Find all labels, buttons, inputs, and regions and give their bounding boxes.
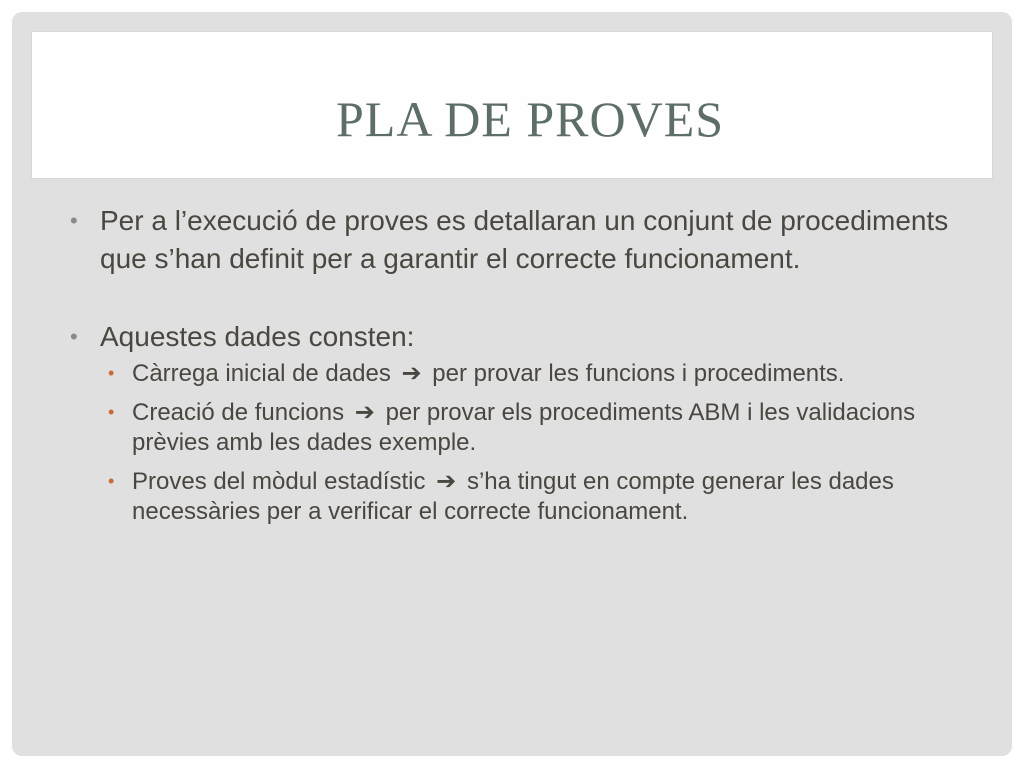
sub-bullet-rest: s’ha tingut en compte generar les dades necessàries per a verificar el correcte funcionament. [132, 468, 894, 525]
sub-bullet-rest: per provar els procediments ABM i les validacions prèvies amb les dades exemple. [132, 399, 916, 456]
sub-bullet-lead: Proves del mòdul estadístic [132, 468, 426, 495]
bullet-text: Aquestes dades consten: [100, 321, 415, 352]
bullet-dot-icon: • [70, 324, 78, 349]
sub-bullet-rest: per provar les funcions i procediments. [432, 360, 845, 387]
slide-title: PLA DE PROVES [336, 91, 725, 147]
bullet-dot-icon: • [108, 363, 115, 383]
sub-bullet-list [70, 358, 970, 527]
bullet-dot-icon: • [108, 471, 115, 491]
arrow-right-icon: ➔ [436, 467, 457, 495]
slide [12, 12, 1012, 756]
arrow-right-icon: ➔ [354, 398, 375, 426]
slide-body [70, 202, 970, 535]
bullet-text: Per a l’execució de proves es detallaran un conjunt de procediments que s’han definit per a garantir el correcte funcionament. [100, 205, 949, 274]
title-box [32, 32, 992, 178]
bullet-dot-icon: • [70, 208, 78, 233]
bullet-dot-icon: • [108, 402, 115, 422]
sub-bullet-item [70, 466, 970, 527]
arrow-right-icon: ➔ [401, 359, 422, 387]
sub-bullet-item [70, 397, 970, 458]
sub-bullet-lead: Càrrega inicial de dades [132, 360, 391, 387]
bullet-item [70, 318, 970, 356]
sub-bullet-item [70, 358, 970, 389]
bullet-item [70, 202, 970, 278]
sub-bullet-lead: Creació de funcions [132, 399, 345, 426]
